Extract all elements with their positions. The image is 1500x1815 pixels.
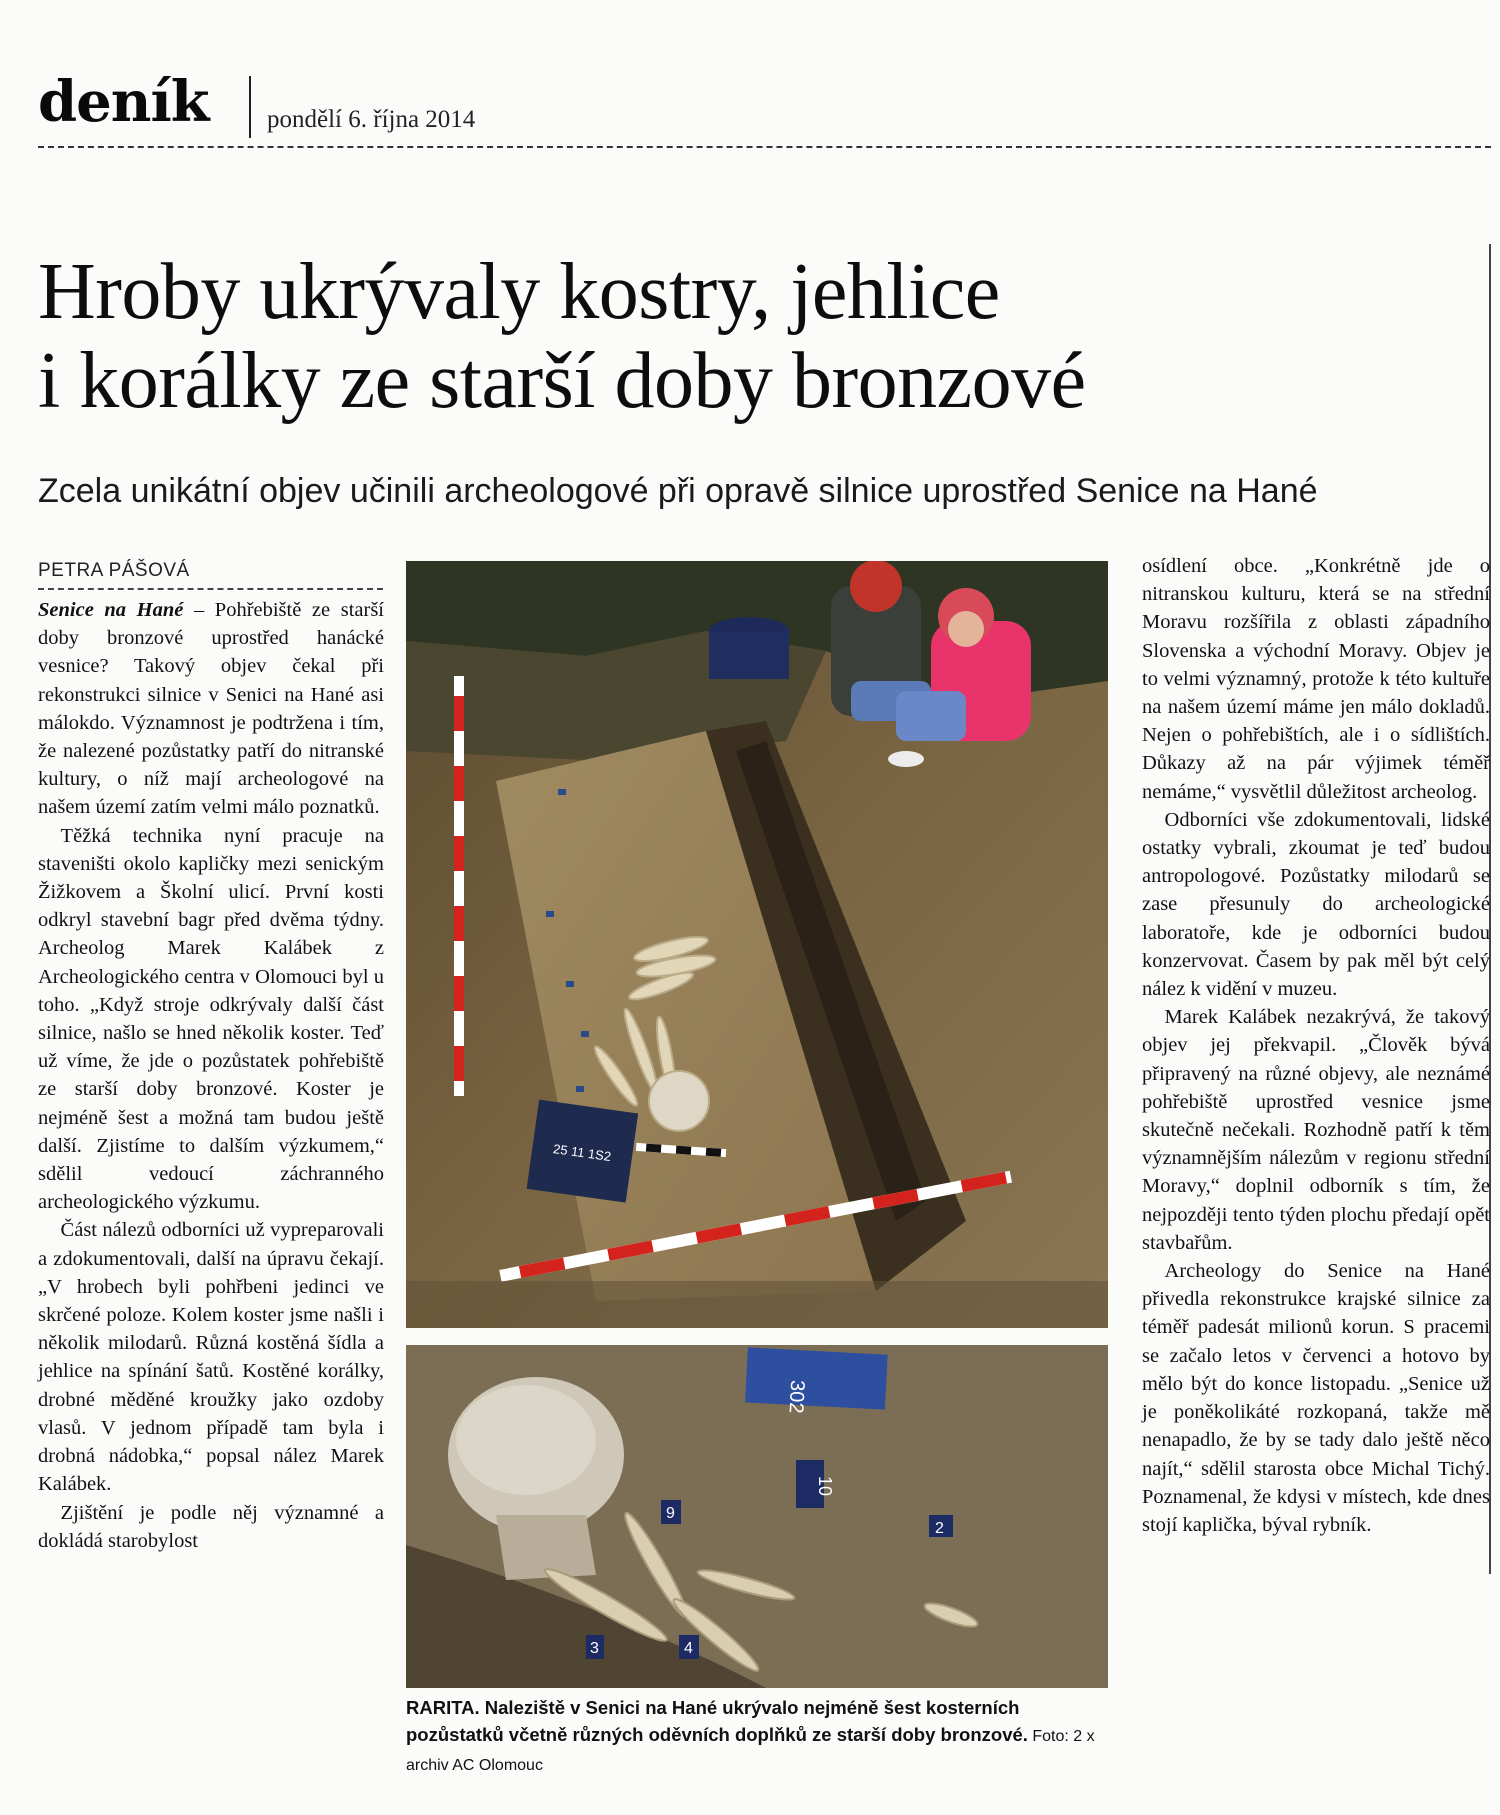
label-board-text: 25 11 1S2 (552, 1141, 613, 1165)
excavation-photo-top (406, 561, 1108, 1328)
header-rule (38, 146, 1491, 148)
tag-2: 2 (935, 1520, 944, 1537)
headline-line-2: i korálky ze starší doby bronzové (38, 337, 1086, 425)
paragraph (38, 596, 384, 822)
paragraph: Část nálezů odborníci už vypreparovali a zdokumentovali, další na úpravu čekají. „V hrobech byli pohřbeni jedinci ve skrčené poloze. Kolem koster jsme našli i několik milodarů. Různá kostěná šídla a jehlice na spínání šatů. Kostěné korálky, drobné měděné kroužky jako ozdoby vlasů. V jednom případě tam byla i drobná nádobka,“ popsal nález Marek Kalábek. (38, 1219, 384, 1496)
tag-3: 3 (590, 1640, 599, 1657)
paragraph: osídlení obce. „Konkrétně jde o nitranskou kulturu, která se na střední Moravu rozšířila z oblasti západního Slovenska a východní Moravy. Objev je to velmi významný, protože k této kultuře na našem území máme jen málo dokladů. Nejen o pohřebištích, ale i o sídlištích. Důkazy až na pár výjimek téměř nemáme,“ vysvětlil důležitost archeolog. (1142, 555, 1490, 803)
excavation-photo-art (406, 561, 1108, 1328)
masthead-logo: deník (38, 69, 209, 135)
paragraph-text: – Pohřebiště ze starší doby bronzové uprostřed hanácké vesnice? Takový objev čekal při rekonstrukci silnice v Senici na Hané asi málokdo. Významnost je podtržena i tím, že nalezené pozůstatky patří do nitranské kultury, o níž mají archeologové na našem území zatím velmi málo poznatků. (38, 599, 384, 819)
headline-line-1: Hroby ukrývaly kostry, jehlice (38, 248, 1000, 336)
excavation-photo-bottom (406, 1345, 1108, 1688)
paragraph: Zjištění je podle něj významné a dokládá starobylost (38, 1501, 384, 1552)
tag-4: 4 (684, 1640, 693, 1657)
photo-credit: Foto: 2 x archiv AC Olomouc (406, 1728, 1095, 1774)
byline: PETRA PÁŠOVÁ (38, 560, 190, 581)
article-column-right (1142, 552, 1490, 1539)
byline-rule (38, 588, 383, 590)
article-column-left (38, 596, 384, 1555)
caption-text: RARITA. Naleziště v Senici na Hané ukrývalo nejméně šest kosterních pozůstatků včetně různých oděvních doplňků ze starší doby bronzové. (406, 1697, 1028, 1745)
subheadline: Zcela unikátní objev učinili archeologové při opravě silnice uprostřed Senice na Hané (38, 472, 1318, 510)
photo-caption (406, 1694, 1114, 1779)
dateline-place: Senice na Hané (38, 599, 184, 621)
headline (38, 248, 1478, 426)
label-302: 302 (784, 1379, 809, 1414)
issue-date: pondělí 6. října 2014 (267, 106, 476, 133)
masthead-divider (249, 76, 251, 138)
tag-10: 10 (815, 1476, 835, 1497)
paragraph: Odborníci vše zdokumentovali, lidské ostatky vybrali, zkoumat je teď budou antropologové. Pozůstatky milodarů se zase přesunuly do archeologické laboratoře, kde je odborníci budou konzervovat. Časem by pak měl být celý nález k vidění v muzeu. (1142, 808, 1490, 1001)
paragraph: Archeology do Senice na Hané přivedla rekonstrukce krajské silnice za téměř padesát milionů korun. S pracemi se začalo letos v červenci a hotovo by mělo být do konce listopadu. „Senice už je poněkolikáté rozkopaná, takže mě nenapadlo, že by se tady dalo ještě něco najít,“ sdělil starosta obce Michal Tichý. Poznamenal, že kdysi v místech, kde dnes stojí kaplička, býval rybník. (1142, 1260, 1490, 1536)
tag-9: 9 (666, 1505, 675, 1522)
paragraph: Těžká technika nyní pracuje na staveništi okolo kapličky mezi senickým Žižkovem a Školní ulicí. První kosti odkryl stavební bagr před dvěma týdny. Archeolog Marek Kalábek z Archeologického centra v Olomouci byl u toho. „Když stroje odkrývaly další část silnice, našlo se hned několik koster. Teď už víme, že jde o pozůstatek pohřebiště ze starší doby bronzové. Koster je nejméně šest a možná tam budou ještě další. Zjistíme to dalším výzkumem,“ sdělil vedoucí záchranného archeologického výzkumu. (38, 824, 384, 1214)
paragraph: Marek Kalábek nezakrývá, že takový objev jej překvapil. „Člověk bývá připravený na různé objevy, ale neznámé pohřebiště uprostřed vesnice jsme skutečně nečekali. Rozhodně patří k těm významnějším nálezům v regionu střední Moravy,“ doplnil odborník s tím, že nejpozději tento týden plochu předají opět stavbařům. (1142, 1006, 1490, 1254)
skull-closeup-art (406, 1345, 1108, 1688)
